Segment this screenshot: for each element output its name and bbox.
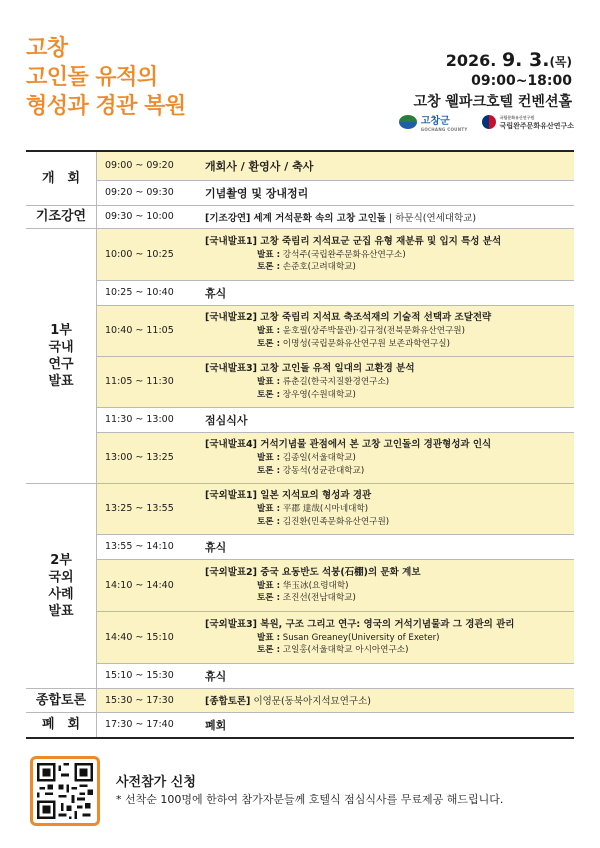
row-title: 휴식 — [205, 669, 227, 683]
row-time: 15:10 ~ 15:30 — [97, 663, 206, 688]
qr-code[interactable] — [30, 756, 100, 826]
section-part1-line: 국내 — [48, 339, 74, 355]
event-info — [413, 50, 572, 113]
presenter — [205, 376, 570, 389]
presenter-name: 华玉冰(요령대학) — [282, 580, 349, 591]
row-tag: [기조강연] — [205, 212, 251, 224]
row-speaker: | 하문식(연세대학교) — [389, 212, 477, 224]
section-discussion: 종합토론 — [26, 688, 97, 712]
discussant-label: 토론 : — [257, 389, 281, 400]
presenter-name: 윤호필(상주박물관)·김규정(전북문화유산연구원) — [282, 326, 465, 336]
table-row — [26, 611, 574, 663]
qr-code-icon — [37, 763, 93, 819]
row-title: [국외발표3] 복원, 구조 그리고 연구: 영국의 거석기념물과 그 경관의 관리 — [205, 618, 515, 630]
discussant-label: 토론 : — [257, 593, 281, 603]
gochang-emblem-icon — [399, 115, 417, 129]
taegeuk-emblem-icon — [482, 115, 496, 129]
event-time: 09:00~18:00 — [471, 73, 572, 89]
discussant-name: 장우영(수원대학교) — [282, 389, 356, 400]
row-time: 15:30 ~ 17:30 — [97, 688, 206, 712]
table-row — [26, 712, 574, 738]
table-row — [26, 205, 574, 228]
nrich-logo — [482, 114, 574, 130]
row-time: 10:00 ~ 10:25 — [97, 228, 206, 280]
section-part1 — [26, 228, 97, 483]
discussant — [205, 644, 570, 657]
gochang-logo-text: 고창군 — [420, 116, 450, 127]
row-title: 개회사 / 환영사 / 축사 — [205, 159, 314, 173]
row-title: 폐회 — [205, 718, 227, 732]
gochang-logo-subtext: GOCHANG COUNTY — [420, 127, 468, 132]
discussant-name: 강동석(성균관대학교) — [282, 465, 365, 476]
row-time: 13:25 ~ 13:55 — [97, 483, 206, 534]
discussant — [205, 516, 570, 529]
registration-title: 사전참가 신청 — [116, 775, 196, 790]
presenter — [205, 325, 570, 338]
discussant-name: 고일홍(서울대학교 아시아연구소) — [282, 645, 409, 655]
discussant — [205, 338, 570, 351]
table-row — [26, 305, 574, 356]
row-time: 09:20 ~ 09:30 — [97, 180, 206, 205]
table-row — [26, 663, 574, 688]
row-title: [국내발표4] 거석기념물 관점에서 본 고창 고인돌의 경관형성과 인식 — [205, 439, 492, 450]
presenter-name: 강석주(국립완주문화유산연구소) — [282, 249, 406, 260]
row-time: 13:00 ~ 13:25 — [97, 432, 206, 483]
table-row — [26, 559, 574, 611]
row-title: [국내발표1] 고창 죽림리 지석묘군 군집 유형 재분류 및 입지 특성 분석 — [205, 235, 502, 247]
presenter-label: 발표 : — [257, 504, 281, 514]
row-time: 14:10 ~ 14:40 — [97, 559, 206, 611]
row-title: [국외발표1] 일본 지석묘의 형성과 경관 — [205, 490, 372, 501]
row-title: [국외발표2] 중국 요동반도 석붕(石棚)의 문화 계보 — [205, 566, 421, 578]
table-row — [26, 356, 574, 407]
discussant-label: 토론 : — [257, 645, 281, 655]
table-row — [26, 407, 574, 432]
discussant — [205, 592, 570, 605]
discussant-name: 손준호(고려대학교) — [282, 262, 356, 272]
table-row — [26, 534, 574, 559]
row-time: 10:40 ~ 11:05 — [97, 305, 206, 356]
discussant-label: 토론 : — [257, 262, 281, 272]
presenter — [205, 503, 570, 516]
table-row — [26, 432, 574, 483]
title-line-3: 형성과 경관 복원 — [26, 94, 186, 119]
presenter-label: 발표 : — [257, 326, 281, 336]
table-row — [26, 280, 574, 305]
table-row — [26, 483, 574, 534]
nrich-logo-subtext: 국립문화유산연구원 — [499, 115, 535, 120]
row-title: [국내발표3] 고창 고인돌 유적 일대의 고환경 분석 — [205, 363, 415, 374]
row-title: 점심식사 — [205, 413, 248, 427]
presenter — [205, 452, 570, 465]
event-venue: 고창 웰파크호텔 컨벤션홀 — [413, 94, 572, 110]
discussant — [205, 465, 570, 478]
discussant — [205, 261, 570, 274]
poster-title — [26, 34, 186, 121]
section-part2 — [26, 483, 97, 688]
date-weekday: (목) — [549, 55, 572, 69]
presenter — [205, 632, 570, 645]
section-part1-line: 연구 — [48, 356, 74, 372]
section-keynote: 기조강연 — [26, 205, 97, 228]
title-line-1: 고창 — [26, 36, 68, 61]
table-row — [26, 688, 574, 712]
date-day: 9. 3. — [501, 49, 550, 71]
event-date — [413, 50, 572, 72]
section-part2-line: 사례 — [48, 586, 74, 602]
section-part2-line: 국외 — [48, 569, 74, 585]
table-row — [26, 151, 574, 180]
discussant-name: 이명성(국립문화유산연구원 보존과학연구실) — [282, 338, 450, 349]
row-time: 11:05 ~ 11:30 — [97, 356, 206, 407]
presenter-name: 平郡 達哉(시마네대학) — [282, 504, 369, 514]
presenter-label: 발표 : — [257, 632, 281, 643]
presenter-label: 발표 : — [257, 580, 281, 591]
presenter — [205, 580, 570, 593]
presenter-name: 류춘길(한국지질환경연구소) — [282, 377, 390, 387]
presenter-name: Susan Greaney(University of Exeter) — [282, 632, 440, 643]
presenter-name: 김종일(서울대학교) — [282, 453, 356, 463]
section-part2-line: 2부 — [50, 552, 72, 568]
row-time: 14:40 ~ 15:10 — [97, 611, 206, 663]
gochang-logo — [399, 112, 468, 132]
section-part2-line: 발표 — [48, 603, 74, 619]
row-tag: [종합토론] — [205, 696, 251, 707]
section-part1-line: 1부 — [50, 322, 72, 338]
section-part1-line: 발표 — [48, 373, 74, 389]
discussant-label: 토론 : — [257, 338, 281, 349]
row-time: 13:55 ~ 14:10 — [97, 534, 206, 559]
row-title: 세계 거석문화 속의 고창 고인돌 — [253, 212, 386, 224]
registration-note: * 선착순 100명에 한하여 참가자분들께 호텔식 점심식사를 무료제공 해드립니다. — [116, 793, 504, 806]
row-time: 09:30 ~ 10:00 — [97, 205, 206, 228]
row-time: 17:30 ~ 17:40 — [97, 712, 206, 738]
row-time: 09:00 ~ 09:20 — [97, 151, 206, 180]
row-speaker: 이영문(동북아지석묘연구소) — [253, 696, 371, 707]
row-title: 기념촬영 및 장내정리 — [205, 186, 309, 200]
discussant — [205, 389, 570, 402]
organizer-logos — [399, 112, 574, 132]
table-row — [26, 228, 574, 280]
row-title: 휴식 — [205, 286, 227, 300]
section-opening: 개 회 — [26, 151, 97, 205]
schedule-table — [26, 150, 574, 739]
row-title: 휴식 — [205, 540, 227, 554]
presenter-label: 발표 : — [257, 377, 281, 387]
discussant-name: 김진환(민족문화유산연구원) — [282, 516, 390, 527]
table-row — [26, 180, 574, 205]
nrich-logo-text: 국립완주문화유산연구소 — [499, 122, 574, 130]
section-closing: 폐 회 — [26, 712, 97, 738]
presenter — [205, 249, 570, 262]
date-year: 2026. — [445, 51, 497, 70]
row-time: 11:30 ~ 13:00 — [97, 407, 206, 432]
row-time: 10:25 ~ 10:40 — [97, 280, 206, 305]
discussant-label: 토론 : — [257, 516, 281, 527]
row-title: [국내발표2] 고창 죽림리 지석묘 축조석재의 기술적 선택과 조달전략 — [205, 312, 492, 323]
discussant-label: 토론 : — [257, 465, 281, 476]
registration-footer — [30, 756, 503, 826]
presenter-label: 발표 : — [257, 453, 281, 463]
presenter-label: 발표 : — [257, 249, 281, 260]
discussant-name: 조진선(전남대학교) — [282, 593, 356, 603]
title-line-2: 고인돌 유적의 — [26, 65, 158, 90]
